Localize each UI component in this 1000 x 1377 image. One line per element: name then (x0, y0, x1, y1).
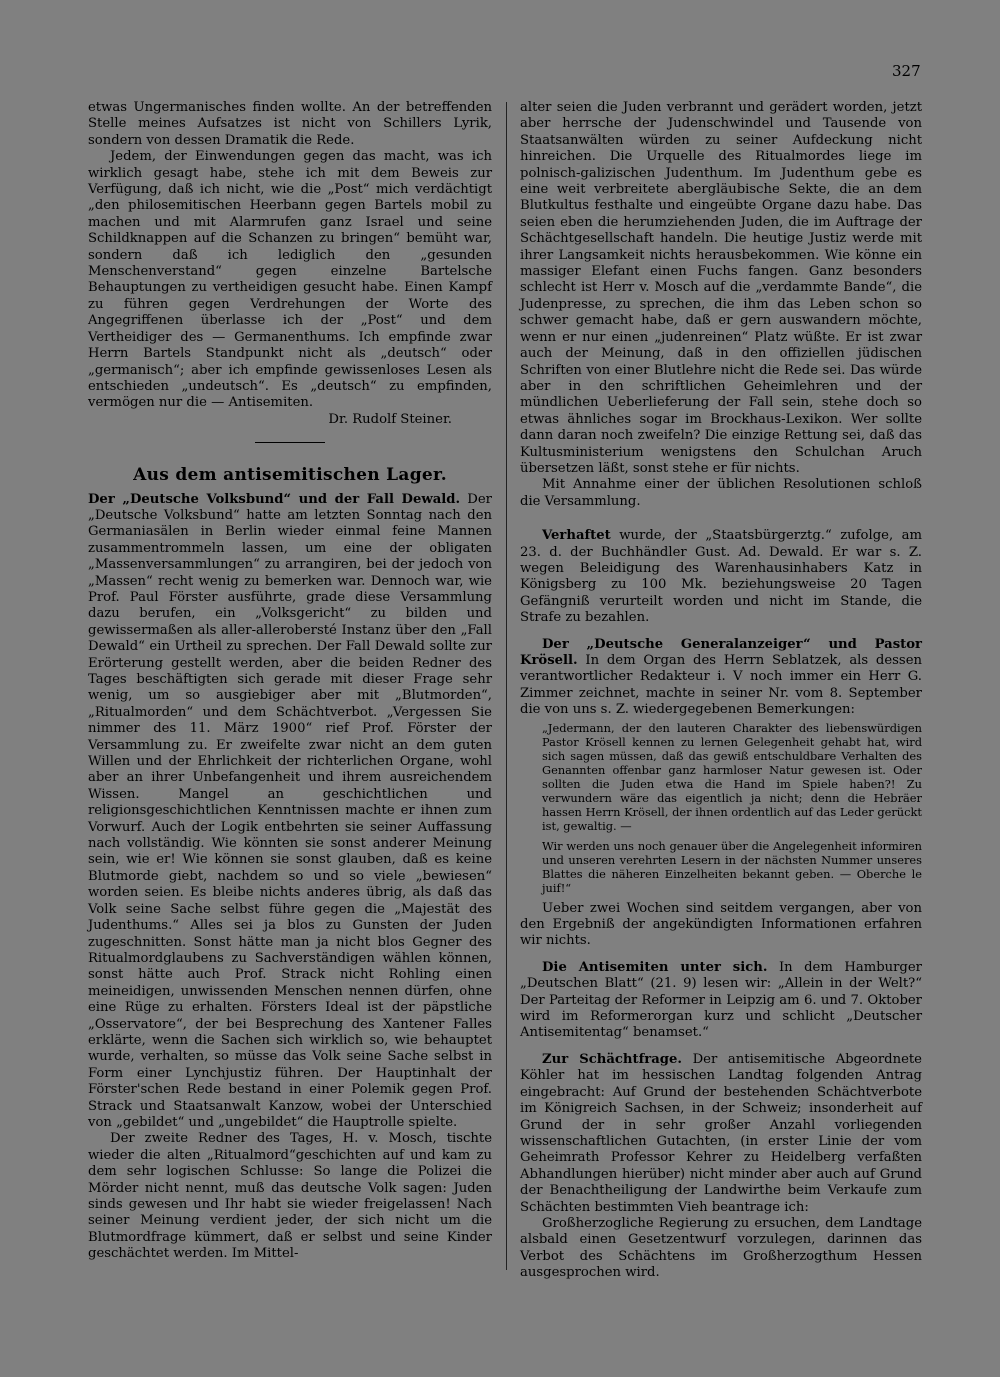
article-heading: Zur Schächtfrage. (542, 1051, 682, 1067)
section-title: Aus dem antisemitischen Lager. (133, 465, 447, 486)
article-text: Der „Deutsche Volksbund“ hatte am letzten Sonntag nach den Germaniasälen in Berlin wieder einmal feine Mannen zusammentrommeln lassen, um eine der obligaten „Massenversammlungen“ zu arrangiren, bei der jedoch von „Massen“ recht wenig zu bemerken war. Dennoch war, wie Prof. Paul Förster ausführte, grade diese Versammlung dazu berufen, ein „Volksgericht“ zu bilden und gewissermaßen als aller-allerobersté Instanz über den „Fall Dewald“ ein Urtheil zu sprechen. Der Fall Dewald sollte zur Erörterung gestellt werden, aber die beiden Redner des Tages beschäftigten sich gerade mit dieser Frage sehr wenig, um so ausgiebiger aber mit „Blutmorden“, „Ritualmorden“ und dem Schächtverbot. „Vergessen Sie nimmer des 11. März 1900“ rief Prof. Förster der Versammlung zu. Er zweifelte zwar nicht an dem guten Willen und der Ehrlichkeit der richterlichen Organe, wohl aber an ihrer Unbefangenheit und ihrem ausreichendem Wissen. Mangel an geschichtlichen und religionsgeschichtlichen Kenntnissen machte er ihnen zum Vorwurf. Auch der Logik entbehrten sie seiner Auffassung nach vollständig. Wie könnten sie sonst anderer Meinung sein, wie er! Wie können sie sonst glauben, daß es keine Blutmorde giebt, nachdem so und so viele „bewiesen“ worden seien. Es bleibe nichts anderes übrig, als daß das Volk seine Sache selbst führe gegen die „Majestät des Judenthums.“ Alles sei ja blos zu Gunsten der Juden zugeschnitten. Sonst hätte man ja nicht blos Gegner des Ritualmordglaubens zu Sachverständigen wählen können, sonst hätte auch Prof. Strack nicht Rohling einen meineidigen, unwissenden Menschen nennen dürfen, ohne eine Rüge zu erhalten. Försters Ideal ist der päpstliche „Osservatore“, der bei Besprechung des Xantener Falles erklärte, wenn die Sachen sich wirklich so, wie behauptet wurde, verhalten, so müsse das Volk seine Sache selbst in Form einer Lynchjustiz führen. Der Hauptinhalt der Förster'schen Rede bestand in einer Polemik gegen Prof. Strack und Staatsanwalt Kanzow, wobei der Unterschied von „gebildet“ und „ungebildet“ die Hauptrolle spielte. (88, 491, 492, 1130)
article-schaechtfrage (520, 1052, 922, 1216)
quote: Wir werden uns noch genauer über die Angelegenheit informiren und unseren verehrten Lesern in der nächsten Nummer unseres Blattes die näheren Einzelheiten bekannt geben. — Oberche le juif!“ (542, 838, 922, 895)
article-heading: Die Antisemiten unter sich. (542, 959, 768, 975)
article-text: wurde, der „Staatsbürgerztg.“ zufolge, am 23. d. der Buchhändler Gust. Ad. Dewald. Er war s. Z. wegen Beleidigung des Warenhausinhabers Katz in Königsberg zu 100 Mk. beziehungsweise 20 Tagen Gefängniß verurteilt worden und nicht im Stande, die Strafe zu bezahlen. (520, 528, 922, 626)
article-heading: Der „Deutsche Volksbund“ und der Fall Dewald. (88, 491, 461, 507)
divider (255, 442, 325, 443)
column-rule (506, 102, 507, 1270)
right-column (520, 100, 922, 1282)
article-text: In dem Hamburger „Deutschen Blatt“ (21. 9) lesen wir: „Allein in der Welt?“ Der Parteitag der Reformer in Leipzig am 6. und 7. Oktober wird im Reformerorgan kurz und schlicht „Deutscher Antisemitentag“ benamset.“ (520, 959, 922, 1041)
article-generalanzeiger (520, 637, 922, 719)
paragraph: Der zweite Redner des Tages, H. v. Mosch, tischte wieder die alten „Ritualmord“geschichten auf und kam zu dem sehr logischen Schlusse: So lange die Polizei die Mörder nicht nennt, muß das deutsche Volk sagen: Juden sinds gewesen und Ihr habt sie wieder freigelassen! Nach seiner Meinung verdient jeder, der sich nicht um die Blutmordfrage kümmert, daß er selbst und seine Kinder geschächtet werden. Im Mittel- (88, 1131, 492, 1262)
left-column (88, 100, 492, 1263)
paragraph: alter seien die Juden verbrannt und gerädert worden, jetzt aber herrsche der Judenschwindel und Tausende von Staatsanwälten würden zu seiner Aufdeckung nicht hinreichen. Die Urquelle des Ritualmordes liege im polnisch-galizischen Judenthum. Im Judenthum gebe es eine weit verbreitete abergläubische Sekte, die an dem Blutkultus festhalte und eingeübte Organe dazu habe. Das seien eben die herumziehenden Juden, die im Auftrage der Schächtgesellschaft handeln. Die heutige Justiz werde mit ihrer Langsamkeit nichts herausbekommen. Wie könne ein massiger Elefant einen Fuchs fangen. Ganz besonders schlecht ist Herr v. Mosch auf die „verdammte Bande“, die Judenpresse, zu sprechen, die ihm das Leben schon so schwer gemacht habe, daß er gern auswandern möchte, wenn er nur einen „judenreinen“ Platz wüßte. Er ist zwar auch der Meinung, daß in den offiziellen jüdischen Schriften von einer Blutlehre nicht die Rede sei. Das würde aber in den schriftlichen Geheimlehren und der mündlichen Ueberlieferung der Fall sein, stehe doch so etwas ähnliches sogar im Brockhaus-Lexikon. Wer sollte dann daran noch zweifeln? Die einzige Rettung sei, daß das Kultusministerium wenigstens den Schulchan Aruch übersetzen läßt, sonst stehe er für nichts. (520, 100, 922, 476)
page-number: 327 (892, 62, 921, 80)
article-verhaftet (520, 528, 922, 626)
article-text: In dem Organ des Herrn Seblatzek, als dessen verantwortlicher Redakteur i. V noch immer ein Herr G. Zimmer zeichnet, machte in seiner Nr. vom 8. September die von uns s. Z. wiedergegebenen Bemerkungen: (520, 653, 922, 718)
paragraph: Ueber zwei Wochen sind seitdem vergangen, aber von den Ergebniß der angekündigten Informationen erfahren wir nichts. (520, 900, 922, 949)
quote: „Jedermann, der den lauteren Charakter des liebenswürdigen Pastor Krösell kennen zu lernen Gelegenheit gehabt hat, wird sich sagen müssen, daß das gewiß entschuldbare Verhalten des Genannten offenbar ganz harmloser Natur gewesen ist. Oder sollten die Juden etwa die Hand im Spiele haben?! Zu verwundern wäre das eigentlich ja nicht; denn die Hebräer hassen Herrn Krösell, der ihnen ordentlich auf das Leder gerückt ist, gewaltig. — (542, 720, 922, 833)
paragraph: Mit Annahme einer der üblichen Resolutionen schloß die Versammlung. (520, 477, 922, 509)
article-heading: Verhaftet (542, 528, 611, 544)
article-text: Der antisemitische Abgeordnete Köhler hat im hessischen Landtag folgenden Antrag eingebracht: Auf Grund der bestehenden Schächtverbote im Königreich Sachsen, in der Schweiz; insonderheit auf Grund der in sehr großer Anzahl vorliegenden wissenschaftlichen Gutachten, (in erster Linie der vom Geheimrath Professor Kehrer zu Heidelberg verfaßten Abhandlungen hierüber) nicht minder aber auch auf Grund der Benachtheiligung der Landwirthe beim Verkaufe zum Schächten bestimmten Vieh beantrage ich: (520, 1051, 922, 1215)
article-heading: Der „Deutsche Generalanzeiger“ und Pastor Krösell. (520, 636, 922, 668)
article-dewald (88, 492, 492, 1132)
signature: Dr. Rudolf Steiner. (328, 411, 452, 427)
paragraph: Jedem, der Einwendungen gegen das macht, was ich wirklich gesagt habe, stehe ich mit dem Beweis zur Verfügung, daß ich nicht, wie die „Post“ mich verdächtigt „den philosemitischen Heerbann gegen Bartels mobil zu machen und mit Alarmrufen ganz Israel und seine Schildknappen auf die Schanzen zu bringen“ bemüht war, sondern daß ich lediglich den „gesunden Menschenverstand“ gegen einzelne Bartelsche Behauptungen zu vertheidigen gesucht habe. Einen Kampf zu führen gegen Verdrehungen der Worte des Angegriffenen überlasse ich der „Post“ und dem Vertheidiger des — Germanenthums. Ich empfinde zwar Herrn Bartels Standpunkt nicht als „deutsch“ oder „germanisch“; aber ich empfinde gewissenloses Lesen als entschieden „undeutsch“. Es „deutsch“ zu empfinden, vermögen nur die — Antisemiten. (88, 149, 492, 411)
article-antisemiten (520, 960, 922, 1042)
paragraph: etwas Ungermanisches finden wollte. An der betreffenden Stelle meines Aufsatzes ist nicht von Schillers Lyrik, sondern von dessen Dramatik die Rede. (88, 100, 492, 148)
quote: Großherzogliche Regierung zu ersuchen, dem Landtage alsbald einen Gesetzentwurf vorzulegen, darinnen das Verbot des Schächtens im Großherzogthum Hessen ausgesprochen wird. (520, 1215, 922, 1281)
